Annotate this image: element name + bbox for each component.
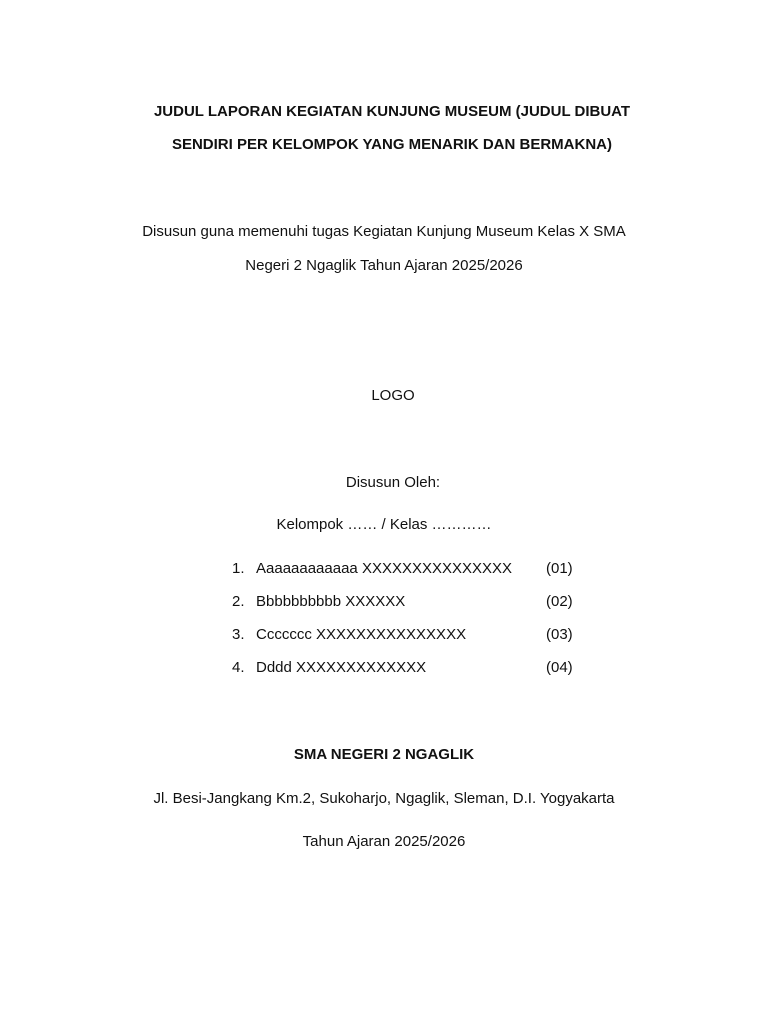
member-number: 1.: [232, 560, 245, 577]
member-code: (04): [546, 659, 573, 676]
school-address: Jl. Besi-Jangkang Km.2, Sukoharjo, Ngaglik, Sleman, D.I. Yogyakarta: [153, 790, 615, 807]
author-heading: Disusun Oleh:: [345, 474, 441, 491]
member-name: Ccccccc XXXXXXXXXXXXXXX: [256, 626, 467, 643]
member-code: (02): [546, 593, 573, 610]
report-title-line-1: JUDUL LAPORAN KEGIATAN KUNJUNG MUSEUM (JUDUL DIBUAT: [153, 103, 631, 120]
member-item: [0, 659, 768, 677]
purpose-line-1: Disusun guna memenuhi tugas Kegiatan Kunjung Museum Kelas X SMA: [142, 223, 626, 240]
member-number: 3.: [232, 626, 245, 643]
member-name: Aaaaaaaaaaaa XXXXXXXXXXXXXXX: [256, 560, 513, 577]
member-name: Dddd XXXXXXXXXXXXX: [256, 659, 427, 676]
member-item: [0, 626, 768, 644]
member-item: [0, 560, 768, 578]
academic-year: Tahun Ajaran 2025/2026: [302, 833, 466, 850]
member-code: (03): [546, 626, 573, 643]
purpose-line-2: Negeri 2 Ngaglik Tahun Ajaran 2025/2026: [245, 257, 523, 274]
member-name: Bbbbbbbbbb XXXXXX: [256, 593, 406, 610]
group-class-line: Kelompok …… / Kelas …………: [276, 516, 492, 533]
member-number: 4.: [232, 659, 245, 676]
logo-placeholder: LOGO: [371, 387, 415, 404]
member-item: [0, 593, 768, 611]
report-title-line-2: SENDIRI PER KELOMPOK YANG MENARIK DAN BERMAKNA): [171, 136, 613, 153]
school-name: SMA NEGERI 2 NGAGLIK: [293, 746, 475, 763]
member-number: 2.: [232, 593, 245, 610]
member-code: (01): [546, 560, 573, 577]
